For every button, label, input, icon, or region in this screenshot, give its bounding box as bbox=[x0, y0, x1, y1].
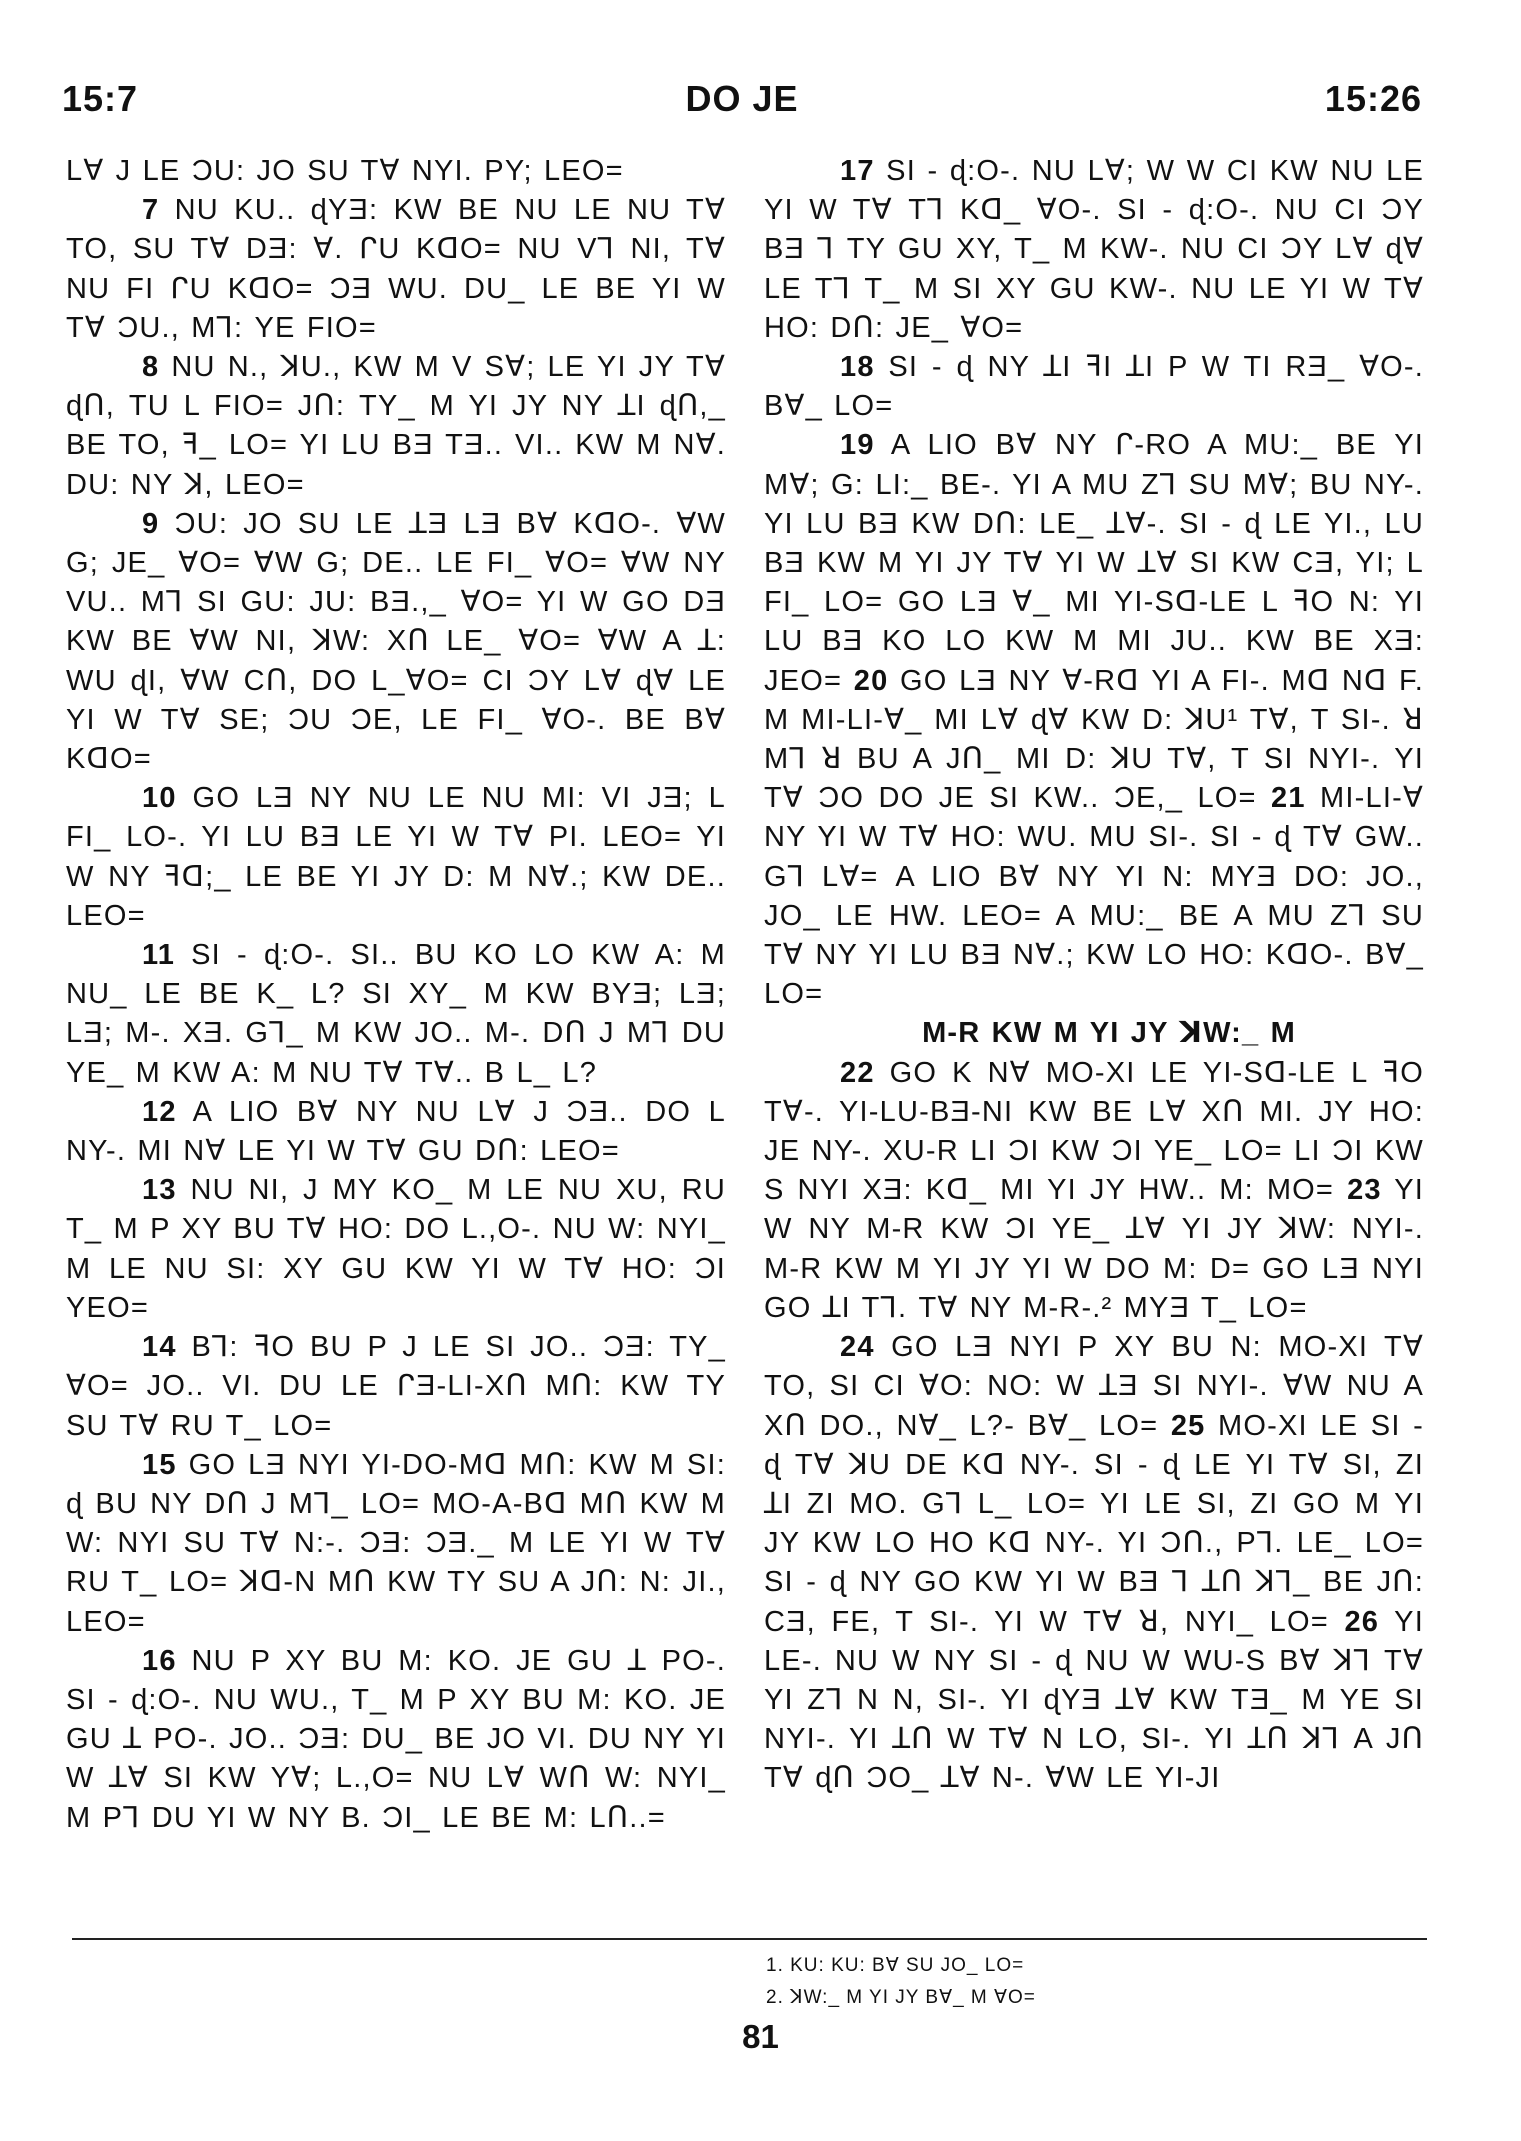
verse-paragraph bbox=[66, 1093, 738, 1171]
verse-number: 25 bbox=[1170, 1409, 1206, 1442]
verse-number: 8 bbox=[142, 351, 160, 384]
verse-text: YI LE-. NU W NY SI - ɖ NU W WU-S Bꓯ ꓘꓶ Tꓯ YI Zꓶ N N, SI-. YI ɖYƎ ꓕꓯ KW TƎ_ M YE SI NYI-. YI ꓕՈ W Tꓯ N LO, SI-. YI ꓕՈ ꓘꓶ A JՈ Tꓯ ɖՈ ƆO_ ꓕꓯ N-. ꓯW LE YI-JI bbox=[764, 1605, 1436, 1795]
verse-number: 7 bbox=[142, 194, 160, 227]
verse-number: 14 bbox=[142, 1331, 177, 1364]
verse-paragraph bbox=[764, 1054, 1436, 1328]
verse-number: 15 bbox=[142, 1448, 177, 1481]
verse-text: MI-LI-ꓯ NY YI W Tꓯ HO: WU. MU SI-. SI - ɖ Tꓯ GW.. Gꓶ Lꓯ= A LIO Bꓯ NY YI N: MYƎ DO: JO., JO_ LE HW. LEO= A MU:_ BE A MU Zꓶ SU Tꓯ NY YI LU BƎ Nꓯ.; KW LO HO: KᗡO-. Bꓯ_ LO= bbox=[764, 782, 1436, 1011]
verse-text: ƆU: JO SU LE ꓕƎ LƎ Bꓯ KᗡO-. ꓯW G; JE_ ꓯO= ꓯW G; DE.. LE FI_ ꓯO= ꓯW NY VU.. Mꓶ SI GU: JU: BƎ.,_ ꓯO= YI W GO DƎ KW BE ꓯW NI, ꓘW: XՈ LE_ ꓯO= ꓯW A ꓕ: WU ɖI, ꓯW CՈ, DO L_ꓯO= CI ƆY Lꓯ ɖꓯ LE YI W Tꓯ SE; ƆU ƆE, LE FI_ ꓯO-. BE Bꓯ KᗡO= bbox=[66, 507, 738, 776]
verse-number: 24 bbox=[840, 1331, 875, 1364]
verse-number: 13 bbox=[142, 1174, 177, 1207]
verse-text: Lꓯ J LE ƆU: JO SU Tꓯ NYI. PY; LEO= bbox=[66, 155, 624, 187]
verse-paragraph bbox=[66, 1171, 738, 1328]
verse-text: GO LƎ NY NU LE NU MI: VI JƎ; L FI_ LO-. YI LU BƎ LE YI W Tꓯ PI. LEO= YI W NY ꟻᗡ;_ LE BE YI JY D: M Nꓯ.; KW DE.. LEO= bbox=[66, 782, 738, 932]
verse-paragraph bbox=[764, 426, 1436, 1014]
verse-text: GO LƎ NYI YI-DO-Mᗡ MՈ: KW M SI: ɖ BU NY DՈ J Mꓶ_ LO= MO-A-Bᗡ MՈ KW M W: NYI SU Tꓯ N:-. ƆƎ: ƆƎ._ M LE YI W Tꓯ RU T_ LO= ꓘᗡ-N MՈ KW TY SU A JՈ: N: JI., LEO= bbox=[66, 1448, 738, 1638]
verse-text: YI W NY M-R KW ƆI YE_ ꓕꓯ YI JY ꓘW: NYI-. M-R KW M YI JY YI W DO M: D= GO LƎ NYI GO ꓕI Tꓶ. Tꓯ NY M-R-.² MYƎ T_ LO= bbox=[764, 1174, 1436, 1324]
footnote: 2. ꓘW:_ M YI JY Bꓯ_ M ꓯO= bbox=[766, 1987, 1036, 2008]
verse-text: GO LƎ NY ꓯ-Rᗡ YI A FI-. Mᗡ Nᗡ F. M MI-LI-ꓯ_ MI Lꓯ ɖꓯ KW D: ꓘU¹ Tꓯ, T SI-. ꓤ Mꓶ ꓤ BU A JՈ_ MI D: ꓘU Tꓯ, T SI NYI-. YI Tꓯ ƆO DO JE SI KW.. ƆE,_ LO= bbox=[764, 664, 1436, 815]
verse-text: GO K Nꓯ MO-XI LE YI-Sᗡ-LE L ꟻO Tꓯ-. YI-LU-BƎ-NI KW BE Lꓯ XՈ MI. JY HO: JE NY-. XU-R LI ƆI KW ƆI YE_ LO= LI ƆI KW S NYI XƎ: Kᗡ_ MI YI JY HW.. M: MO= bbox=[764, 1056, 1436, 1207]
section-heading: M-R KW M YI JY ꓘW:_ M bbox=[922, 1017, 1296, 1050]
verse-number: 23 bbox=[1347, 1174, 1382, 1207]
verse-text: NU NI, J MY KO_ M LE NU XU, RU T_ M P XY BU Tꓯ HO: DO L.,O-. NU W: NYI_ M LE NU SI: XY GU KW YI W Tꓯ HO: ƆI YEO= bbox=[66, 1174, 738, 1324]
verse-text: NU P XY BU M: KO. JE GU ꓕ PO-. SI - ɖ:O-. NU WU., T_ M P XY BU M: KO. JE GU ꓕ PO-. JO.. ƆƎ: DU_ BE JO VI. DU NY YI W ꓕꓯ SI KW Yꓯ; L.,O= NU Lꓯ WՈ W: NYI_ M Pꓶ DU YI W NY B. ƆI_ LE BE M: LՈ..= bbox=[66, 1644, 738, 1834]
page-number: 81 bbox=[742, 2018, 779, 2055]
verse-text: NU KU.. ɖYƎ: KW BE NU LE NU Tꓯ TO, SU Tꓯ DƎ: ꓯ. ᒋU KᗡO= NU Vꓶ NI, Tꓯ NU FI ᒋU KᗡO= ƆƎ WU. DU_ LE BE YI W Tꓯ ƆU., Mꓶ: YE FIO= bbox=[66, 194, 738, 344]
verse-number: 21 bbox=[1271, 782, 1306, 815]
footnote-divider bbox=[72, 1938, 1427, 1940]
verse-text: SI - ɖ:O-. SI.. BU KO LO KW A: M NU_ LE BE K_ L? SI XY_ M KW BYƎ; LƎ; LƎ; M-. XƎ. Gꓶ_ M KW JO.. M-. DՈ J Mꓶ DU YE_ M KW A: M NU Tꓯ Tꓯ.. B L_ L? bbox=[66, 939, 738, 1089]
verse-paragraph bbox=[66, 1642, 738, 1838]
verse-paragraph bbox=[66, 936, 738, 1093]
verse-paragraph bbox=[66, 505, 738, 779]
verse-text: A LIO Bꓯ NY NU Lꓯ J ƆƎ.. DO L NY-. MI Nꓯ LE YI W Tꓯ GU DՈ: LEO= bbox=[66, 1095, 738, 1168]
verse-number: 20 bbox=[853, 664, 889, 697]
verse-paragraph bbox=[66, 191, 738, 348]
verse-number: 17 bbox=[840, 155, 875, 187]
header-right-reference: 15:26 bbox=[1324, 78, 1422, 119]
running-header bbox=[62, 78, 1422, 128]
verse-number: 10 bbox=[142, 782, 177, 815]
verse-number: 16 bbox=[142, 1644, 177, 1677]
verse-text: GO LƎ NYI P XY BU N: MO-XI Tꓯ TO, SI CI ꓯO: NO: W ꓕƎ SI NYI-. ꓯW NU A XՈ DO., Nꓯ_ L?- Bꓯ_ LO= bbox=[764, 1331, 1436, 1442]
verse-paragraph bbox=[764, 152, 1436, 348]
verse-number: 12 bbox=[142, 1095, 177, 1128]
verse-number: 18 bbox=[840, 351, 875, 384]
verse-number: 22 bbox=[840, 1056, 875, 1089]
verse-number: 26 bbox=[1344, 1605, 1380, 1638]
verse-paragraph bbox=[764, 1328, 1436, 1798]
verse-paragraph bbox=[764, 348, 1436, 426]
right-text-column bbox=[764, 152, 1436, 1799]
header-book-title: DO JE bbox=[685, 78, 799, 119]
verse-text: MO-XI LE SI - ɖ Tꓯ ꓘU DE Kᗡ NY-. SI - ɖ LE YI Tꓯ SI, ZI ꓕI ZI MO. Gꓶ L_ LO= YI LE SI, ZI GO M YI JY KW LO HO Kᗡ NY-. YI ƆՈ., Pꓶ. LE_ LO= SI - ɖ NY GO KW YI W BƎ ꓶ ꓕՈ ꓘꓶ_ BE JՈ: CƎ, FE, T SI-. YI W Tꓯ ꓤ, NYI_ LO= bbox=[764, 1409, 1436, 1638]
verse-paragraph bbox=[66, 779, 738, 936]
header-left-reference: 15:7 bbox=[62, 78, 139, 119]
verse-paragraph bbox=[66, 348, 738, 505]
left-text-column bbox=[66, 152, 738, 1838]
verse-paragraph bbox=[66, 1446, 738, 1642]
footnotes bbox=[766, 1950, 1036, 2014]
verse-paragraph bbox=[66, 152, 726, 191]
verse-number: 9 bbox=[142, 507, 160, 540]
verse-text: Bꓶ: ꟻO BU P J LE SI JO.. ƆƎ: TY_ ꓯO= JO.. VI. DU LE ᒋƎ-LI-XՈ MՈ: KW TY SU Tꓯ RU T_ LO= bbox=[66, 1331, 738, 1442]
verse-number: 11 bbox=[142, 939, 176, 972]
verse-number: 19 bbox=[840, 429, 875, 462]
footnote: 1. KU: KU: Bꓯ SU JO_ LO= bbox=[766, 1955, 1025, 1976]
verse-text: A LIO Bꓯ NY ᒋ-RO A MU:_ BE YI Mꓯ; G: LI:_ BE-. YI A MU Zꓶ SU Mꓯ; BU NY-. YI LU BƎ KW DՈ: LE_ ꓕꓯ-. SI - ɖ LE YI., LU BƎ KW M YI JY Tꓯ YI W ꓕꓯ SI KW CƎ, YI; L FI_ LO= GO LƎ ꓯ_ MI YI-Sᗡ-LE L ꟻO N: YI LU BƎ KO LO KW M MI JU.. KW BE XƎ: JEO= bbox=[764, 429, 1436, 697]
verse-text: SI - ɖ:O-. NU Lꓯ; W W CI KW NU LE YI W Tꓯ Tꓶ Kᗡ_ ꓯO-. SI - ɖ:O-. NU CI ƆY BƎ ꓶ TY GU XY, T_ M KW-. NU CI ƆY Lꓯ ɖꓯ LE Tꓶ T_ M SI XY GU KW-. NU LE YI W Tꓯ HO: DՈ: JE_ ꓯO= bbox=[764, 155, 1436, 344]
verse-text: NU N., ꓘU., KW M V Sꓯ; LE YI JY Tꓯ ɖՈ, TU L FIO= JՈ: TY_ M YI JY NY ꓕI ɖՈ,_ BE TO, ꟻ_ LO= YI LU BƎ TƎ.. VI.. KW M Nꓯ. DU: NY ꓘ, LEO= bbox=[66, 351, 738, 501]
verse-paragraph bbox=[66, 1328, 738, 1446]
verse-text: SI - ɖ NY ꓕI ꟻI ꓕI P W TI RƎ_ ꓯO-. Bꓯ_ LO= bbox=[764, 351, 1436, 423]
